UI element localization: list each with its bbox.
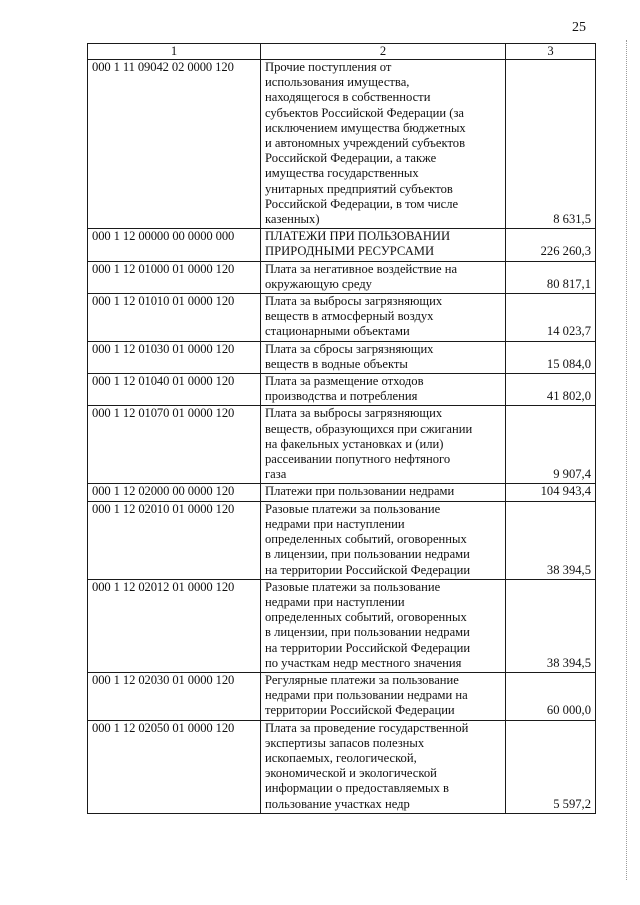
revenue-name-cell bbox=[261, 294, 506, 342]
amount-cell: 15 084,0 bbox=[506, 341, 596, 373]
table-row bbox=[88, 294, 596, 342]
revenue-name-line: пользование участках недр bbox=[265, 796, 410, 811]
revenue-name-line: экономической и экологической bbox=[265, 766, 437, 781]
budget-code-cell: 000 1 12 01030 01 0000 120 bbox=[88, 341, 261, 373]
revenue-name-cell bbox=[261, 672, 506, 720]
table-row bbox=[88, 60, 596, 229]
revenue-name-line: использования имущества, bbox=[265, 75, 410, 90]
budget-code-cell: 000 1 12 00000 00 0000 000 bbox=[88, 229, 261, 261]
header-row bbox=[88, 44, 596, 60]
table-row bbox=[88, 406, 596, 484]
revenue-name-line: ПЛАТЕЖИ ПРИ ПОЛЬЗОВАНИИ bbox=[265, 229, 451, 244]
revenue-name-line: недрами при пользовании недрами на bbox=[265, 688, 468, 703]
revenue-name-line: Плата за сбросы загрязняющих bbox=[265, 341, 434, 356]
amount-cell: 80 817,1 bbox=[506, 261, 596, 293]
revenue-name-line: Прочие поступления от bbox=[265, 60, 392, 74]
revenue-name-line: Плата за проведение государственной bbox=[265, 720, 469, 735]
budget-code-cell: 000 1 11 09042 02 0000 120 bbox=[88, 60, 261, 229]
budget-code-cell: 000 1 12 02010 01 0000 120 bbox=[88, 501, 261, 579]
revenue-name-line: веществ в атмосферный воздух bbox=[265, 309, 434, 324]
amount-cell: 38 394,5 bbox=[506, 579, 596, 672]
budget-code-cell: 000 1 12 01070 01 0000 120 bbox=[88, 406, 261, 484]
revenue-name-cell bbox=[261, 60, 506, 229]
revenue-name-line: Регулярные платежи за пользование bbox=[265, 672, 459, 687]
revenue-name-cell bbox=[261, 374, 506, 406]
revenue-name-line: в лицензии, при пользовании недрами bbox=[265, 547, 470, 562]
revenue-name-line: производства и потребления bbox=[265, 389, 418, 404]
revenue-name-line: Плата за выбросы загрязняющих bbox=[265, 406, 443, 421]
page-edge-rule bbox=[626, 40, 628, 880]
revenue-name-line: исключением имущества бюджетных bbox=[265, 120, 466, 135]
amount-cell: 8 631,5 bbox=[506, 60, 596, 229]
revenue-name-line: стационарными объектами bbox=[265, 324, 410, 339]
page-number: 25 bbox=[572, 20, 586, 35]
table-row bbox=[88, 484, 596, 501]
amount-cell: 41 802,0 bbox=[506, 374, 596, 406]
revenue-name-cell bbox=[261, 720, 506, 813]
revenue-name-cell bbox=[261, 406, 506, 484]
table-header bbox=[88, 44, 596, 60]
table-row bbox=[88, 341, 596, 373]
revenue-name-line: определенных событий, оговоренных bbox=[265, 532, 467, 547]
table-body bbox=[88, 60, 596, 814]
column-header-name: 2 bbox=[261, 44, 506, 60]
column-header-amount: 3 bbox=[506, 44, 596, 60]
revenue-name-line: газа bbox=[265, 467, 287, 482]
budget-code-cell: 000 1 12 02000 00 0000 120 bbox=[88, 484, 261, 501]
revenue-name-line: Плата за негативное воздействие на bbox=[265, 261, 458, 276]
revenue-name-line: экспертизы запасов полезных bbox=[265, 735, 425, 750]
revenue-name-line: недрами при наступлении bbox=[265, 516, 405, 531]
budget-code-cell: 000 1 12 02030 01 0000 120 bbox=[88, 672, 261, 720]
revenue-name-line: Плата за выбросы загрязняющих bbox=[265, 294, 443, 309]
amount-cell: 104 943,4 bbox=[506, 484, 596, 501]
revenue-name-line: Российской Федерации, в том числе bbox=[265, 196, 459, 211]
revenue-name-cell bbox=[261, 579, 506, 672]
revenue-name-line: определенных событий, оговоренных bbox=[265, 610, 467, 625]
amount-cell: 9 907,4 bbox=[506, 406, 596, 484]
revenue-table bbox=[87, 43, 596, 814]
revenue-name-line: недрами при наступлении bbox=[265, 594, 405, 609]
revenue-name-line: Разовые платежи за пользование bbox=[265, 579, 441, 594]
table-row bbox=[88, 501, 596, 579]
revenue-name-line: информации о предоставляемых в bbox=[265, 781, 449, 796]
revenue-name-line: по участкам недр местного значения bbox=[265, 655, 462, 670]
revenue-name-line: ископаемых, геологической, bbox=[265, 750, 417, 765]
table-row bbox=[88, 720, 596, 813]
budget-code-cell: 000 1 12 01040 01 0000 120 bbox=[88, 374, 261, 406]
revenue-name-line: на территории Российской Федерации bbox=[265, 640, 471, 655]
revenue-name-line: унитарных предприятий субъектов bbox=[265, 181, 453, 196]
amount-cell: 226 260,3 bbox=[506, 229, 596, 261]
table-row bbox=[88, 261, 596, 293]
revenue-name-line: субъектов Российской Федерации (за bbox=[265, 105, 465, 120]
revenue-name-line: веществ, образующихся при сжигании bbox=[265, 421, 473, 436]
revenue-name-cell bbox=[261, 341, 506, 373]
revenue-name-line: окружающую среду bbox=[265, 276, 372, 291]
amount-cell: 60 000,0 bbox=[506, 672, 596, 720]
revenue-name-line: на факельных установках и (или) bbox=[265, 436, 444, 451]
revenue-name-cell bbox=[261, 501, 506, 579]
revenue-name-line: ПРИРОДНЫМИ РЕСУРСАМИ bbox=[265, 244, 435, 259]
revenue-name-line: и автономных учреждений субъектов bbox=[265, 136, 466, 151]
budget-code-cell: 000 1 12 01000 01 0000 120 bbox=[88, 261, 261, 293]
table-row bbox=[88, 672, 596, 720]
revenue-name-line: Разовые платежи за пользование bbox=[265, 501, 441, 516]
revenue-name-cell bbox=[261, 261, 506, 293]
column-header-code: 1 bbox=[88, 44, 261, 60]
revenue-name-line: имущества государственных bbox=[265, 166, 419, 181]
revenue-name-line: Российской Федерации, а также bbox=[265, 151, 437, 166]
revenue-name-line: территории Российской Федерации bbox=[265, 703, 455, 718]
budget-code-cell: 000 1 12 02012 01 0000 120 bbox=[88, 579, 261, 672]
amount-cell: 5 597,2 bbox=[506, 720, 596, 813]
revenue-name-line: Платежи при пользовании недрами bbox=[265, 484, 455, 499]
revenue-name-cell bbox=[261, 484, 506, 501]
table-row bbox=[88, 374, 596, 406]
revenue-name-line: рассеивании попутного нефтяного bbox=[265, 452, 451, 467]
revenue-name-cell bbox=[261, 229, 506, 261]
table-row bbox=[88, 229, 596, 261]
amount-cell: 38 394,5 bbox=[506, 501, 596, 579]
revenue-name-line: казенных) bbox=[265, 212, 320, 227]
amount-cell: 14 023,7 bbox=[506, 294, 596, 342]
revenue-name-line: Плата за размещение отходов bbox=[265, 374, 424, 389]
budget-code-cell: 000 1 12 01010 01 0000 120 bbox=[88, 294, 261, 342]
revenue-name-line: находящегося в собственности bbox=[265, 90, 431, 105]
revenue-name-line: веществ в водные объекты bbox=[265, 356, 408, 371]
revenue-name-line: в лицензии, при пользовании недрами bbox=[265, 625, 470, 640]
table-row bbox=[88, 579, 596, 672]
budget-code-cell: 000 1 12 02050 01 0000 120 bbox=[88, 720, 261, 813]
revenue-name-line: на территории Российской Федерации bbox=[265, 562, 471, 577]
